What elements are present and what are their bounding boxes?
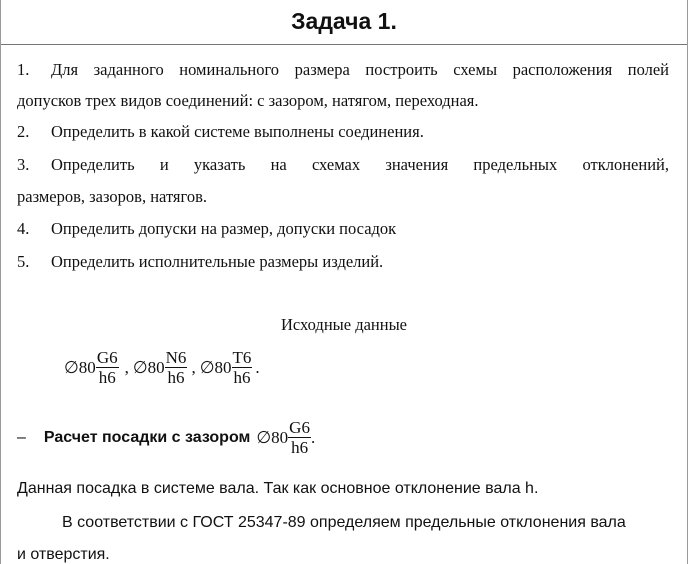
fit-1-prefix: ∅80 xyxy=(64,357,96,377)
task-number: 5. xyxy=(17,252,30,271)
page-title: Задача 1. xyxy=(291,8,397,34)
title-divider xyxy=(1,44,687,45)
calc-label: Расчет посадки с зазором xyxy=(43,428,251,446)
fit-1-shaft: h6 xyxy=(98,368,116,387)
fit-2-fraction xyxy=(165,348,188,387)
calc-dash: – xyxy=(17,428,26,446)
fit-1-fraction xyxy=(96,348,119,387)
task-number: 1. xyxy=(17,60,30,79)
source-data-heading: Исходные данные xyxy=(281,315,407,334)
task-number: 4. xyxy=(17,219,30,238)
task-text: Определить и указать на схемах значения предельных отклонений, xyxy=(51,155,669,174)
calc-fraction xyxy=(288,418,311,457)
task-item-3-line-2: размеров, зазоров, натягов. xyxy=(17,187,208,206)
fit-3-hole: T6 xyxy=(232,348,252,367)
task-item-3-line-1 xyxy=(17,155,669,175)
fit-1-hole: G6 xyxy=(96,348,118,367)
calc-shaft: h6 xyxy=(291,438,309,457)
page-left-border xyxy=(0,0,1,564)
fit-1-separator: , xyxy=(124,357,129,377)
paragraph-gost-line-2: и отверстия. xyxy=(17,546,110,563)
task-number: 2. xyxy=(17,122,30,141)
task-item-4 xyxy=(17,219,396,239)
task-text: Определить допуски на размер, допуски посадок xyxy=(51,219,397,238)
fit-2-shaft: h6 xyxy=(167,368,185,387)
fit-3-separator: . xyxy=(255,357,260,377)
fit-2-hole: N6 xyxy=(165,348,187,367)
calc-heading xyxy=(17,418,315,457)
calc-hole: G6 xyxy=(289,418,310,437)
calc-prefix: ∅80 xyxy=(256,427,289,447)
fit-3-fraction xyxy=(232,348,253,387)
task-item-5 xyxy=(17,252,383,272)
fit-2-separator: , xyxy=(191,357,196,377)
page-right-border xyxy=(687,0,688,564)
paragraph-system: Данная посадка в системе вала. Так как основное отклонение вала h. xyxy=(17,480,539,497)
fit-3-prefix: ∅80 xyxy=(199,357,232,377)
task-number: 3. xyxy=(17,155,30,174)
task-item-1-line-2: допусков трех видов соединений: с зазором, натягом, переходная. xyxy=(17,91,479,110)
calc-end: . xyxy=(310,427,316,447)
fit-2-prefix: ∅80 xyxy=(132,357,165,377)
task-item-2 xyxy=(17,122,424,142)
task-text: Для заданного номинального размера построить схемы расположения полей xyxy=(51,60,669,79)
task-text: Определить в какой системе выполнены соединения. xyxy=(51,122,424,141)
fits-formula xyxy=(64,348,260,387)
task-item-1-line-1 xyxy=(17,60,669,80)
paragraph-gost-line-1: В соответствии с ГОСТ 25347-89 определяем предельные отклонения вала xyxy=(62,514,626,531)
fit-3-shaft: h6 xyxy=(233,368,251,387)
task-text: Определить исполнительные размеры изделий. xyxy=(51,252,384,271)
